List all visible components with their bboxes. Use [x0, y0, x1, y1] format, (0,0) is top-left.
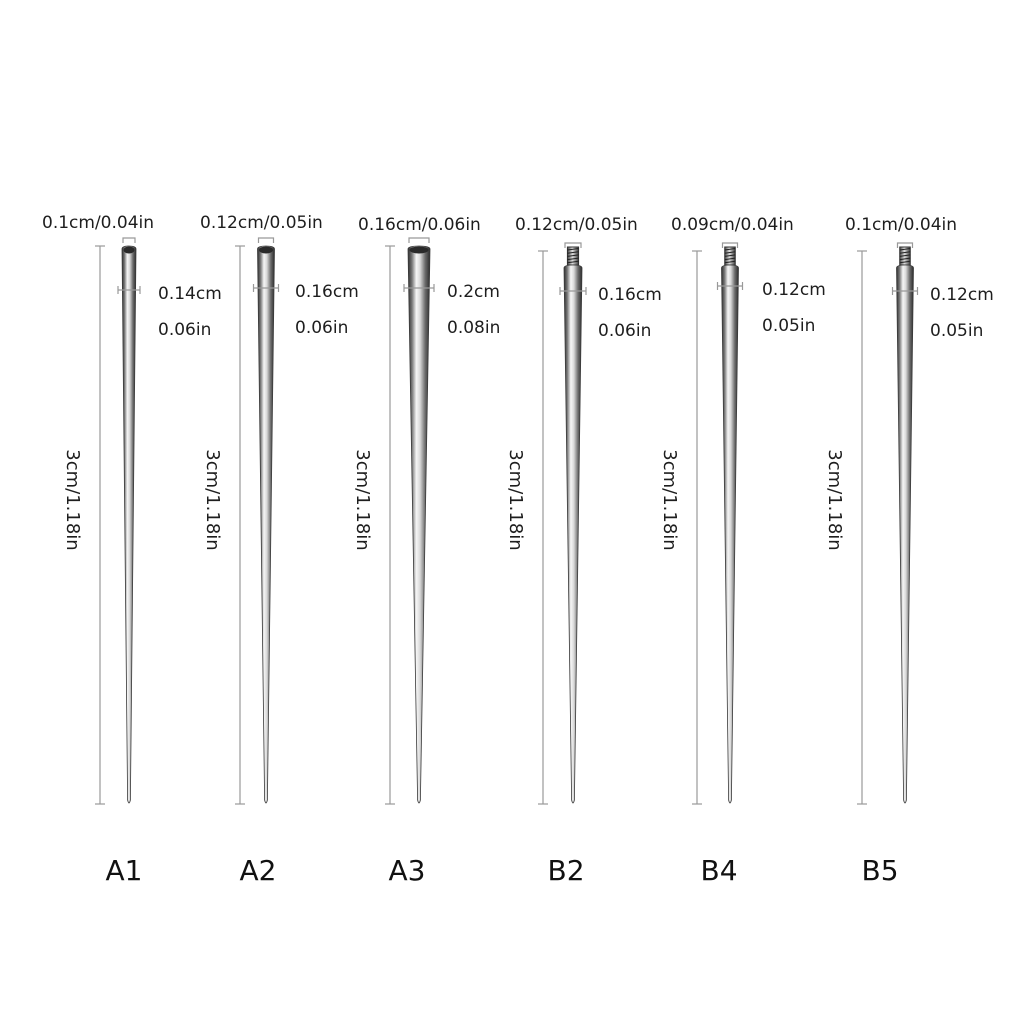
top-size-label: 0.16cm/0.06in — [358, 215, 481, 235]
taper-b2 — [505, 215, 662, 887]
model-name-label: A3 — [388, 854, 426, 887]
taper-body-b5 — [897, 265, 914, 803]
diameter-in-label: 0.08in — [447, 318, 501, 338]
diameter-in-label: 0.05in — [762, 316, 816, 336]
model-name-label: A1 — [105, 854, 143, 887]
diameter-cm-label: 0.12cm — [762, 280, 826, 300]
model-name-label: B5 — [861, 854, 899, 887]
taper-body-a2 — [258, 246, 275, 803]
top-size-label: 0.12cm/0.05in — [515, 215, 638, 235]
taper-body-b2 — [564, 265, 582, 803]
length-label: 3cm/1.18in — [659, 449, 680, 551]
diameter-in-label: 0.06in — [158, 320, 212, 340]
diameter-cm-label: 0.14cm — [158, 284, 222, 304]
diameter-cm-label: 0.16cm — [598, 285, 662, 305]
top-dimension-line — [409, 238, 429, 243]
diameter-in-label: 0.06in — [598, 321, 652, 341]
model-name-label: B2 — [547, 854, 585, 887]
taper-b4 — [659, 215, 826, 887]
model-name-label: A2 — [239, 854, 277, 887]
taper-end-a2 — [259, 247, 273, 254]
top-size-label: 0.1cm/0.04in — [845, 215, 958, 235]
taper-body-a3 — [408, 246, 430, 803]
length-label: 3cm/1.18in — [202, 449, 223, 551]
taper-b5 — [824, 215, 994, 887]
diameter-in-label: 0.05in — [930, 321, 984, 341]
taper-body-b4 — [722, 265, 739, 803]
top-dimension-line — [259, 238, 274, 243]
top-size-label: 0.09cm/0.04in — [671, 215, 794, 235]
length-label: 3cm/1.18in — [505, 449, 526, 551]
taper-a2 — [200, 213, 359, 887]
taper-end-a3 — [410, 247, 429, 254]
taper-a1 — [42, 213, 222, 887]
taper-a3 — [352, 215, 500, 887]
diameter-cm-label: 0.2cm — [447, 282, 500, 302]
length-label: 3cm/1.18in — [824, 449, 845, 551]
length-label: 3cm/1.18in — [62, 449, 83, 551]
taper-end-a1 — [124, 247, 135, 254]
top-size-label: 0.1cm/0.04in — [42, 213, 155, 233]
top-size-label: 0.12cm/0.05in — [200, 213, 323, 233]
model-name-label: B4 — [700, 854, 738, 887]
diameter-cm-label: 0.16cm — [295, 282, 359, 302]
top-dimension-line — [123, 238, 135, 243]
diameter-in-label: 0.06in — [295, 318, 349, 338]
taper-body-a1 — [122, 246, 136, 803]
length-label: 3cm/1.18in — [352, 449, 373, 551]
diameter-cm-label: 0.12cm — [930, 285, 994, 305]
